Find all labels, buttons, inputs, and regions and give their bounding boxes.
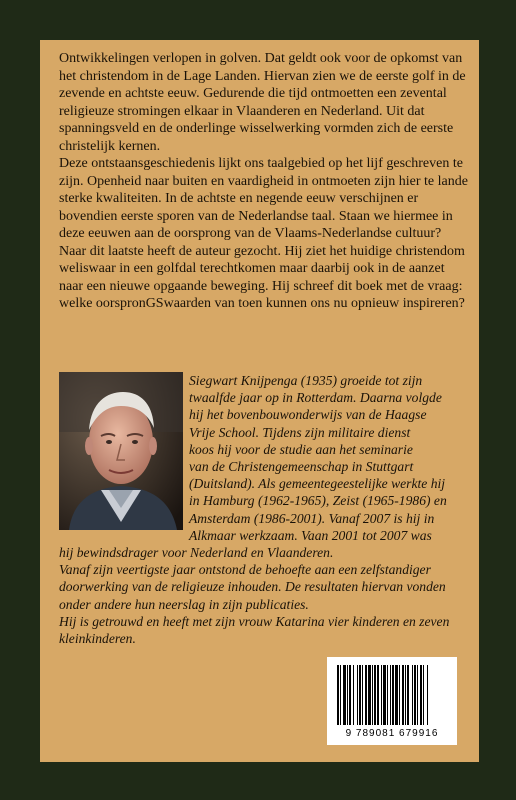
blurb-paragraph-3: Naar dit laatste heeft de auteur gezocht. Hij ziet het huidige christendom weliswaar in een golfdal terechtkomen maar daarbij ook in de aanzet naar een nieuwe opgaande beweging. Hij schreef dit boek met de vraag: welke oorspronGSwaarden van toen kunnen ons nu opnieuw inspireren? [59,243,465,311]
bio-line: Siegwart Knijpenga (1935) groeide tot zijn [189,373,423,388]
barcode-bar [414,665,416,725]
barcode-bar [417,665,418,725]
barcode-bar [337,665,339,725]
bio-line: twaalfde jaar op in Rotterdam. Daarna volgde [189,390,442,406]
author-biography [59,372,471,647]
bio-line: (Duitsland). Als gemeentegeestelijke werkte hij [189,476,446,492]
bio-line: in Hamburg (1962-1965), Zeist (1965-1986) en [189,493,447,509]
bio-paragraph-2: hij bewindsdrager voor Nederland en Vlaanderen. [59,545,334,561]
barcode-bar [359,665,361,725]
bio-line: koos hij voor de studie aan het seminarie [189,441,413,457]
barcode-bar [420,665,422,725]
barcode-bar [353,665,354,725]
barcode-bar [374,665,376,725]
barcode-bar [407,665,409,725]
barcode-bar [427,665,428,725]
blurb-paragraph-1: Ontwikkelingen verlopen in golven. Dat geldt ook voor de opkomst van het christendom in de Lage Landen. Hiervan zien we de eerste golf in de zevende en achtste eeuw. Gedurende die tijd ontmoetten een zevental religieuze stromingen elkaar in Vlaanderen en Nederland. Uit dat spanningsveld en de onderlinge wisselwerking vormden zich de eerste christelijk kernen. [59,51,466,154]
barcode-bar [372,665,373,725]
barcode-bar [365,665,367,725]
isbn-barcode [327,657,457,745]
barcode-bar [357,665,358,725]
barcode-bar [343,665,346,725]
bio-paragraph-4: Hij is getrouwd en heeft met zijn vrouw Katarina vier kinderen en zeven kleinkinderen. [59,613,450,647]
blurb-paragraph-2: Deze ontstaansgeschiedenis lijkt ons taalgebied op het lijf geschreven te zijn. Openheid naar buiten en vaardigheid in ontmoeten zijn hier te lande sterke kwaliteiten. In de achtste en negende eeuw verschijnen er bovendien eerste sporen van de Nederlandse taal. Staan we hiermee in deze eeuwen aan de oorsprong van de Vlaams-Nederlandse cultuur? [59,156,468,241]
barcode-bar [399,665,400,725]
bio-paragraph-3: Vanaf zijn veertigste jaar ontstond de behoefte aan een zelfstandiger doorwerking van de religieuze inhouden. De resultaten hiervan vonden onder andere hun neerslag in zijn publicaties. [59,562,446,612]
barcode-bar [368,665,371,725]
barcode-bar [412,665,413,725]
bio-line: Alkmaar werkzaam. Vaan 2001 tot 2007 was [189,527,432,543]
barcode-bar [381,665,382,725]
barcode-bar [423,665,424,725]
bio-line: van de Christengemeenschap in Stuttgart [189,459,414,475]
barcode-bar [387,665,388,725]
bio-line: hij het bovenbouwonderwijs van de Haagse [189,407,427,423]
bio-line: Vrije School. Tijdens zijn militaire dienst [189,424,411,440]
bio-line: Amsterdam (1986-2001). Vanaf 2007 is hij in [189,510,435,526]
barcode-bar [392,665,394,725]
barcode-bar [383,665,386,725]
back-cover [40,40,479,762]
barcode-bar [405,665,406,725]
isbn-number: 9 789081 679916 [345,728,439,739]
barcode-bar [340,665,341,725]
barcode-bar [402,665,404,725]
barcode-bar [395,665,398,725]
barcode-bar [349,665,351,725]
blurb-text [59,50,469,313]
barcode-bar [362,665,363,725]
barcode-bar [390,665,391,725]
barcode-bar [347,665,348,725]
barcode-bar [377,665,379,725]
